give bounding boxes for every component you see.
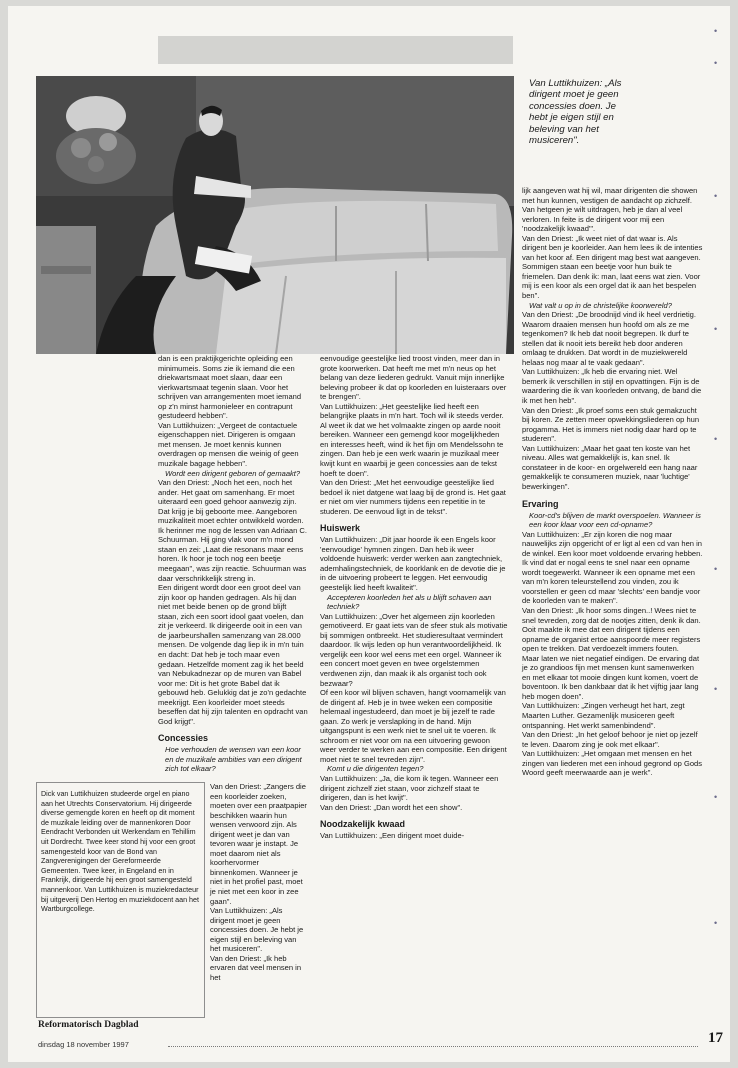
col3-paragraph: Van Luttikhuizen: „Er zijn koren die nog maar nauwelijks zijn opgericht of er ligt al een cd van hen in de winkel. Een koor moet voldoende ervaring hebben. Ik vind dat er nogal eens te snel naar een opname wordt toegewerkt. Wanneer ik een opname met een van m'n koren teleurstellend zou vinden, zou ik voorstellen er geen cd maar 'slechts' een bandje voor de koorleden van te maken". [522, 529, 703, 606]
publication-name: Reformatorisch Dagblad [38, 1020, 139, 1030]
col1b-paragraph: Van den Driest: „Ik heb ervaren dat veel mensen in het [210, 953, 302, 982]
col3-paragraph: Van den Driest: „Ik weet niet of dat waar is. Als dirigent ben je koorleider. Aan hem lees ik de intenties van het koor af. Een dirigent mag best wat aangeven. Sommigen staan een beetje voor hun buik te friemelen. Dan denk ik: man, laat eens wat zien. Voor mij is een koor als een orgel dat ik aan het bespelen ben". [522, 233, 703, 301]
col3-paragraph: Van Luttikhuizen: „Ik heb die ervaring niet. Wel bemerk ik verschillen in stijl en opvattingen. Fijn is de waardering die ik van koorleden ontvang, de band die ik met hen heb". [522, 367, 702, 406]
photo-illustration [36, 76, 514, 354]
interview-photo [36, 76, 514, 354]
column-3 [522, 186, 704, 778]
col3-paragraph: Van den Driest: „De broodnijd vind ik heel verdrietig. Waarom draaien mensen hun hoofd om als ze me tegenkomen? Ik heb dat nooit begrepen. Ik durf te stellen dat ik nooit iets bereikt heb door anderen omlaag te drukken. Dat wordt in de muziekwereld helaas nog maar al te vaak gedaan". [522, 310, 696, 367]
col3-question: Wat valt u op in de christelijke koorwereld? [529, 300, 672, 310]
col3-paragraph: Van den Driest: „Ik proef soms een stuk gemakzucht bij koren. Ze zetten meer opwekkingsliederen op hun progamma. Het is immers niet nodig daar hard op te studeren". [522, 405, 700, 444]
col2-paragraph: Van Luttikhuizen: „Het geestelijke lied heeft een belangrijke plaats in m'n hart. Toch wil ik steeds verder. Al weet ik dat we het volmaakte zingen op aarde nooit bereiken. Wanneer een gemengd koor mogelijkheden en interesses heeft, wind ik het fijn om Mendelssohn te zingen. Dan heb je een werk waarin je muzikaal meer kwijt kunt en waarbij je geen concessies aan de tekst hoeft te doen". [320, 401, 504, 478]
col1-question: Hoe verhouden de wensen van een koor en de muzikale ambities van een dirigent zich tot elkaar? [165, 745, 302, 774]
footer-dotted-rule [168, 1046, 698, 1047]
margin-mark: • [714, 434, 718, 444]
col3-paragraph: Maar laten we niet negatief eindigen. De ervaring dat je zo grandioos fijn met mensen kunt samenwerken en met elkaar tot mooie dingen kunt komen, voert de boventoon. Ik ben dankbaar dat ik het vijftig jaar lang heb mogen doen". [522, 653, 700, 701]
col2-paragraph: Van den Driest: „Met het eenvoudige geestelijke lied bedoel ik niet datgene wat laag bij de grond is. Het gaat er niet om vier nummers tijdens een repetitie in te studeren. De eenvoud ligt in de tekst". [320, 478, 506, 516]
biography-box: Dick van Luttikhuizen studeerde orgel en piano aan het Utrechts Conservatorium. Hij dirigeerde diverse gemengde koren en heeft op dit moment de muzikale leiding over de mannenkoren Door Eendracht Verbonden uit Werkendam en Tehillim uit Dordrecht. Twee keer stond hij voor een groot samengesteld koor van de Bond van Zangverenigingen der Gereformeerde Gemeenten. Twee keer, in Engeland en in Frankrijk, dirigeerde hij een groot samengesteld mannenkoor. Van Luttikhuizen is muziekredacteur bij uitgeverij Den Hertog en muziekdocent aan het Wartburgcollege. [36, 782, 205, 1018]
col2-question: Komt u die dirigenten tegen? [327, 764, 424, 774]
newspaper-page [8, 6, 730, 1062]
column-1 [158, 354, 308, 774]
col3-paragraph: lijk aangeven wat hij wil, maar dirigenten die showen met hun kunnen, vestigen de aandacht op zichzelf. Van hetgeen je wilt uitdragen, heb je dan al veel verloren. In feite is de dirigent voor mij een 'noodzakelijk kwaad'". [522, 186, 698, 234]
col1-paragraph: Van den Driest: „Noch het een, noch het ander. Het gaat om samenhang. Er moet uiteraard een goed gehoor aanwezig zijn. Dat krijg je bij geboorte mee. Aangeboren muzikaliteit moet echter ontwikkeld worden. Ik herinner me nog de lessen van Adriaan C. Schuurman. Hij ging vlak voor m'n mond staan en zei: „Laat die resonans maar eens horen. Ik hoor je toch nog een beetje meegaan", was zijn reactie. Schuurman was daar verschrikkelijk streng in. [158, 478, 307, 583]
page-number: 17 [708, 1030, 723, 1046]
col2-subheading: Huiswerk [320, 523, 361, 534]
col2-paragraph: eenvoudige geestelijke lied troost vinden, meer dan in grote koorwerken. Dat heeft me met m'n neus op het belang van deze liederen gedrukt. Vanuit mijn innerlijke beleving probeer ik dat op koorleden en luisteraars over te brengen". [320, 354, 507, 402]
col3-paragraph: Van den Driest: „In het geloof behoor je niet op jezelf te leven. Daarom zing je ook met elkaar". [522, 730, 698, 749]
col2-paragraph: Van Luttikhuizen: „Dit jaar hoorde ik een Engels koor 'eenvoudige' hymnen zingen. Dan heb ik weer voldoende huiswerk: verder werken aan zangtechniek, ademhalingstechniek, de koorklank en de devotie die je in de uitvoering probeert te leggen. Het eenvoudig geestelijk lied heeft kwaliteit". [320, 535, 506, 593]
margin-mark: • [714, 564, 718, 574]
col1-question: Wordt een dirigent geboren of gemaakt? [165, 468, 301, 478]
margin-mark: • [714, 324, 718, 334]
margin-mark: • [714, 191, 718, 201]
col1-paragraph: dan is een praktijkgerichte opleiding een minimumeis. Soms zie ik iemand die een driekwartsmaat moet slaan, daar een vierkwartsmaat tegenin slaan. Voor het schrijven van arrangementen moet iemand op z'n minst harmonieleer en contrapunt gestudeerd hebben". [158, 354, 302, 421]
col3-question: Koor-cd's blijven de markt overspoelen. Wanneer is een koor klaar voor een cd-opname? [529, 510, 701, 530]
margin-mark: • [714, 684, 718, 694]
col2-subheading: Noodzakelijk kwaad [320, 819, 406, 830]
col3-paragraph: Van Luttikhuizen: „Zingen verheugt het hart, zegt Maarten Luther. Gezamenlijk musiceren geeft ontspanning. Het werkt samenbindend". [522, 701, 685, 730]
col1b-paragraph: Van Luttikhuizen: „Als dirigent moet je geen concessies doen. Je hebt je eigen stijl en beleving van het musiceren". [210, 906, 304, 954]
col1-paragraph: Van Luttikhuizen: „Vergeet de contactuele eigenschappen niet. Dirigeren is omgaan met mensen. Je moet kennis kunnen overdragen op mensen die weinig of geen muzikale bagage hebben". [158, 420, 299, 469]
column-1-continued [210, 782, 308, 982]
margin-mark: • [714, 58, 718, 68]
col1-paragraph: Een dirigent wordt door een groot deel van zijn koor op handen gedragen. Als hij dan niet met beide benen op de grond blijft staan, zich een soort idool gaat voelen, dan zit je verkeerd. Ik dirigeerde ooit in een van de jaarbeurshallen samenzang van 28.000 mensen. De volgende dag liep ik in m'n tuin en dacht: Dat heb je toch maar even gedaan. Hetzelfde moment zag ik het beeld van Nebukadnezar op de muren van Babel voor me: Dit is het grote Babel dat ik gebouwd heb. Gelukkig dat je zo'n gedachte meekrijgt. Een koorleider moet steeds beseffen dat hij zijn talenten en opdracht van God krijgt". [158, 583, 308, 726]
col2-paragraph: Van den Driest: „Dan wordt het een show". [320, 802, 463, 812]
col3-paragraph: Van den Driest: „Ik hoor soms dingen..! Wees niet te snel tevreden, zorg dat de nootjes zitten, denk ik dan. Ooit maakte ik mee dat een dirigent tijdens een opname de organist ertoe aanspoorde meer registers open te trekken. Dat verdoezelt immers fouten. [522, 605, 701, 654]
col1b-paragraph: Van den Driest: „Zangers die een koorleider zoeken, moeten over een praatpapier beschikken waarin hun wensen verwoord zijn. Als dirigent weet je dan van tevoren waar je instapt. Je moet daarom niet als koorhervormer binnenkomen. Wanneer je niet in het profiel past, moet je niet met een koor in zee gaan". [210, 782, 307, 906]
col3-paragraph: Van Luttikhuizen: „Maar het gaat ten koste van het niveau. Alles wat gemakkelijk is, kan snel. Ik constateer in de koor- en orgelwereld een hang naar gemakkelijk te consumeren muziek, naar 'luchtige' bewerkingen". [522, 443, 698, 491]
col2-paragraph: Van Luttikhuizen: „Ja, die kom ik tegen. Wanneer een dirigent zichzelf ziet staan, voor zichzelf staat te dirigeren, dan is het kwijt". [320, 773, 499, 803]
col3-paragraph: Van Luttikhuizen: „Het omgaan met mensen en het zingen van liederen met een inhoud gegrond op Gods Woord geeft meerwaarde aan je werk". [522, 749, 702, 778]
col2-paragraph: Van Luttikhuizen: „Over het algemeen zijn koorleden gemotiveerd. Er gaat iets van de sfeer stuk als motivatie bij sommigen ontbreekt. Het studieresultaat vermindert daardoor. Ik wijs leden op hun verantwoordelijkheid. Ik vergelijk een koor wel eens met een orgel. Wanneer ik een concert moet geven en twee orgelstemmen verdwenen zijn, dan maak ik als organist toch ook bezwaar? [320, 611, 508, 688]
col2-question: Accepteren koorleden het als u blijft schaven aan techniek? [327, 592, 492, 612]
margin-mark: • [714, 918, 718, 928]
margin-mark: • [714, 26, 718, 36]
column-2 [320, 354, 508, 841]
header-gray-bar [158, 36, 513, 64]
col2-paragraph: Van Luttikhuizen: „Een dirigent moet duide- [320, 831, 465, 841]
publication-date: dinsdag 18 november 1997 [38, 1040, 129, 1049]
col1-subheading: Concessies [158, 733, 209, 744]
pull-quote: Van Luttikhuizen: „Als dirigent moet je geen concessies doen. Je hebt je eigen stijl en beleving van het musiceren". [529, 78, 622, 147]
col2-paragraph: Of een koor wil blijven schaven, hangt voornamelijk van de dirigent af. Heb je in twee weken een compositie helemaal ingestudeerd, dan moet je bij jezelf te rade gaan. Zo werk je verslapking in de hand. Mijn uitgangspunt is een werk niet te snel uit te voeren. Ik schroom er niet voor om na een uitvoering gewoon weer verder te werken aan een compositie. Een dirigent moet niet te snel tevreden zijn". [320, 688, 507, 764]
margin-mark: • [714, 792, 718, 802]
col3-subheading: Ervaring [522, 498, 559, 509]
